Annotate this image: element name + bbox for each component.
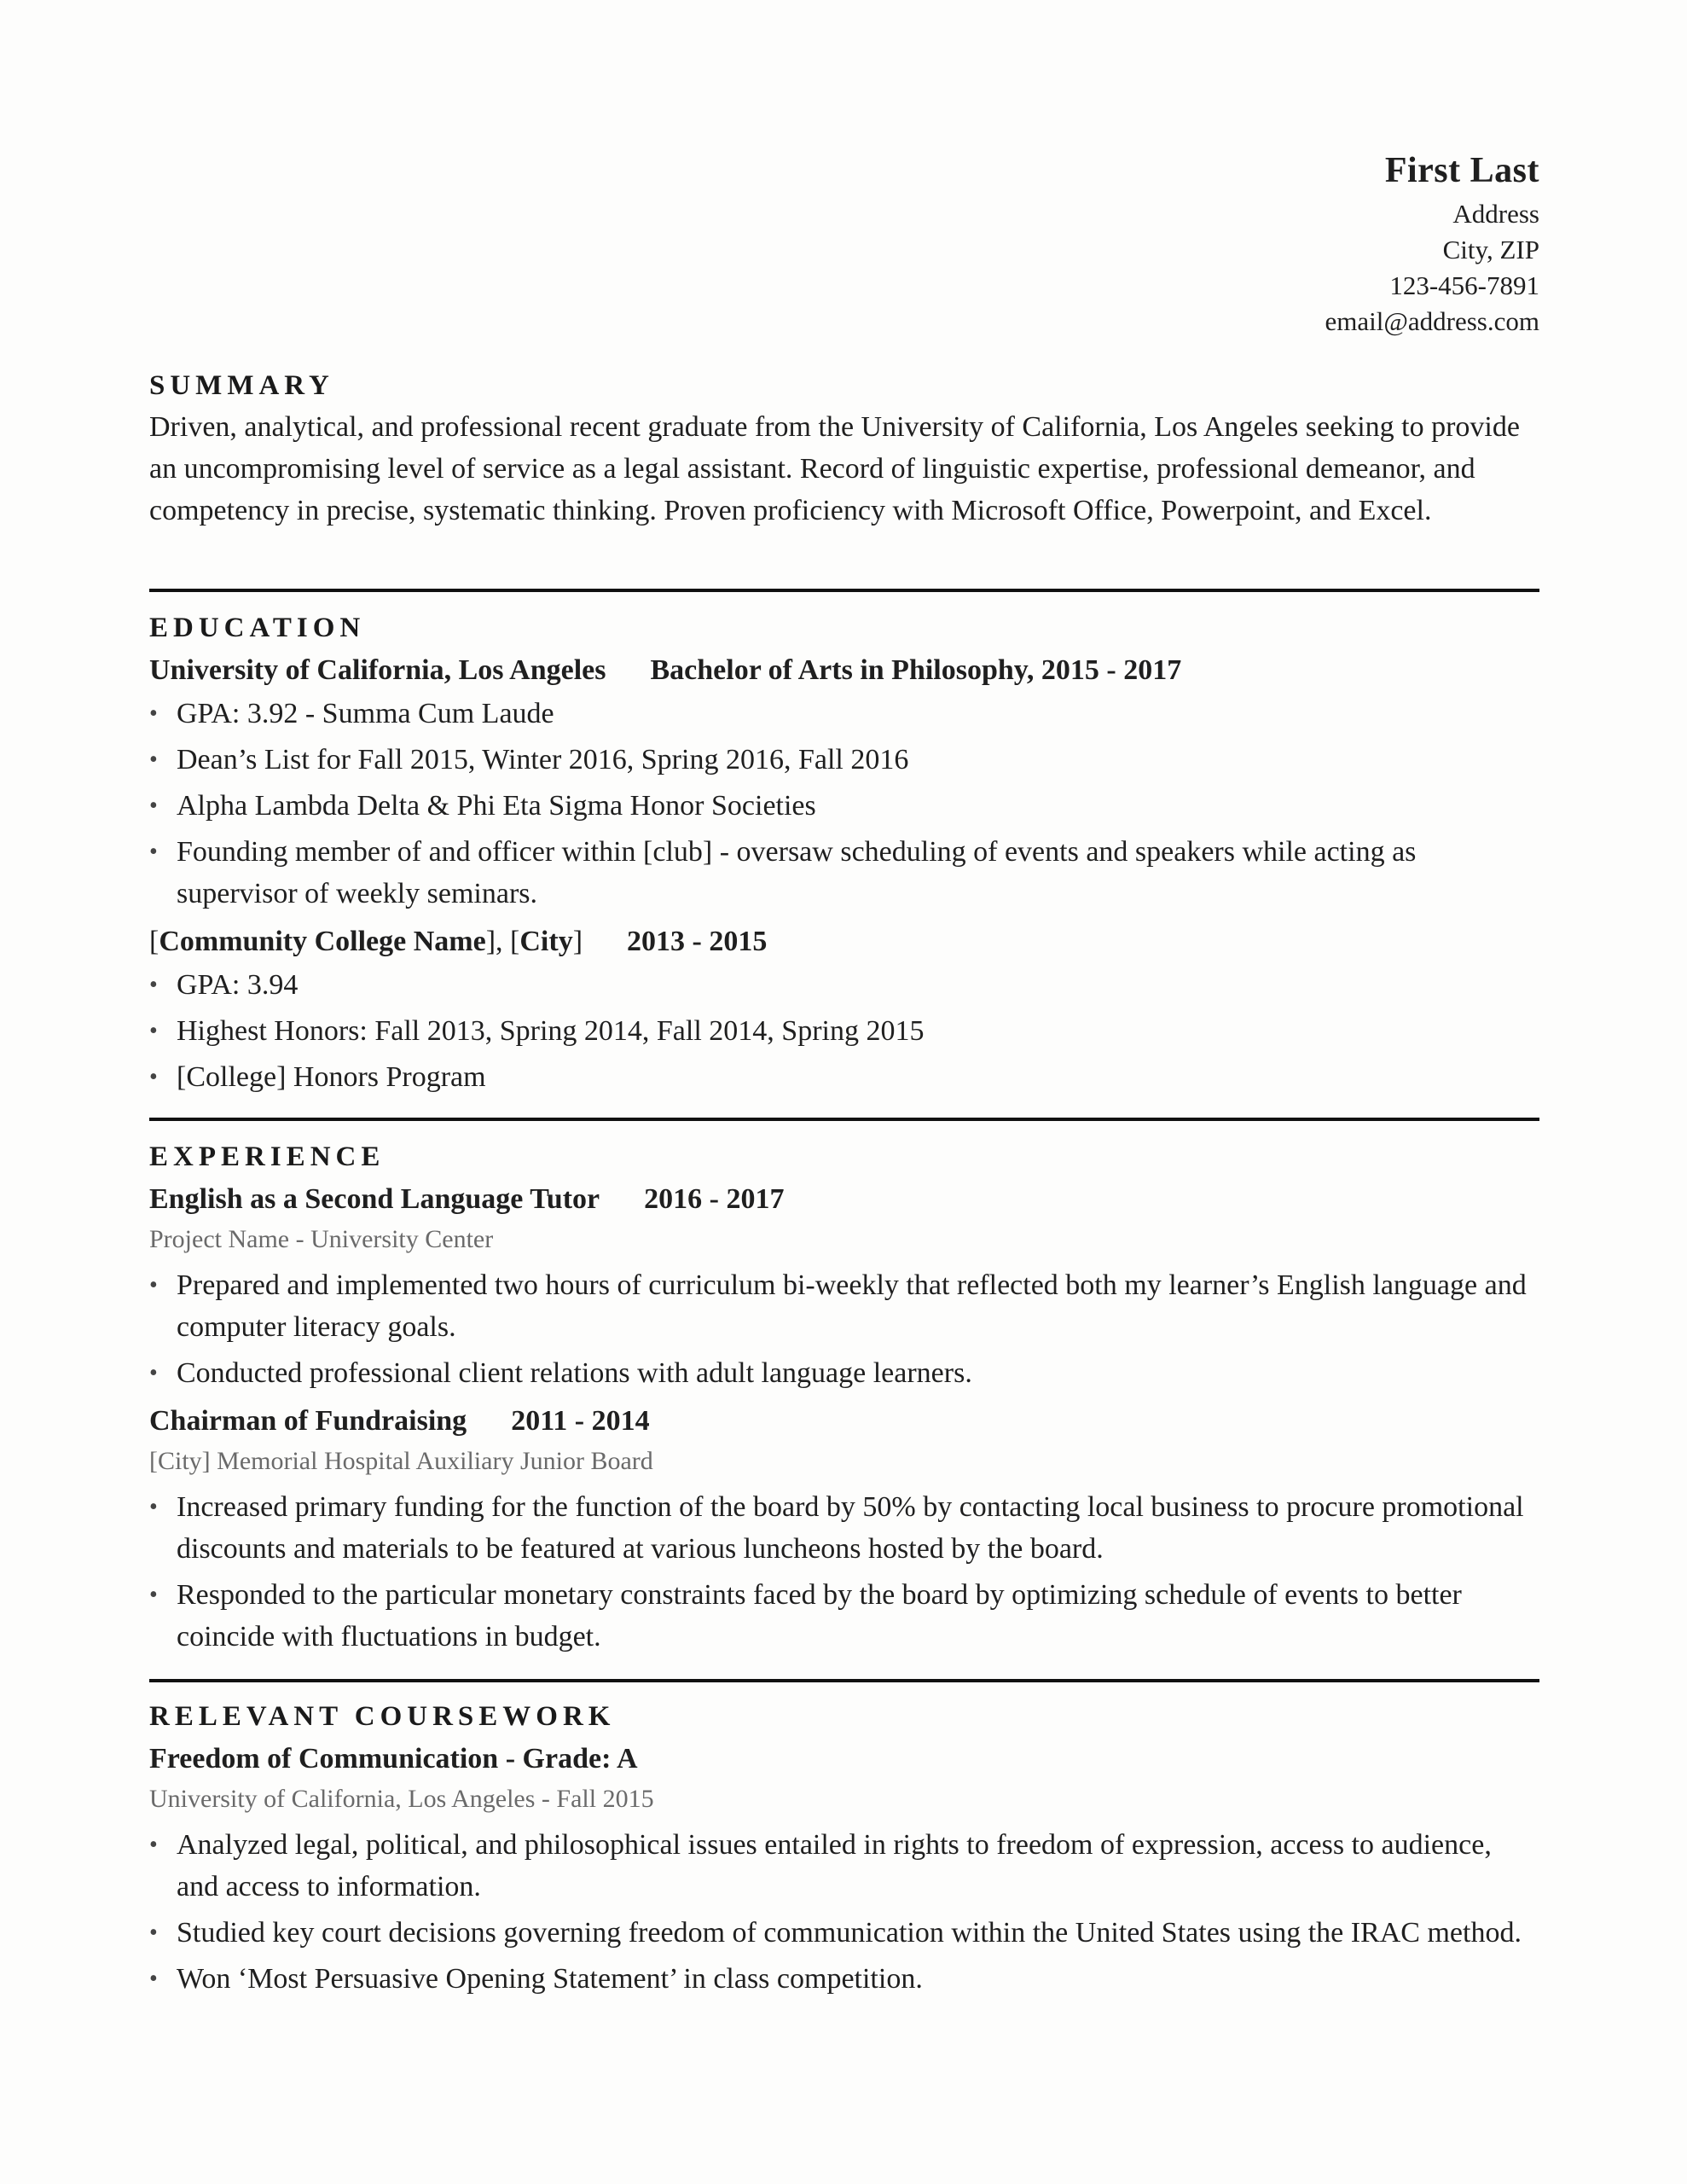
- job-heading: [149, 1399, 1539, 1443]
- section-divider: [149, 1118, 1539, 1121]
- job-dates: 2011 - 2014: [511, 1405, 650, 1437]
- list-item: • Won ‘Most Persuasive Opening Statement’ in class competition.: [149, 1958, 1539, 2000]
- list-item: • Prepared and implemented two hours of curriculum bi-weekly that reflected both my learner’s English language and computer literacy goals.: [149, 1264, 1539, 1348]
- degree-detail: Bachelor of Arts in Philosophy, 2015 - 2017: [650, 654, 1182, 686]
- experience-section: [149, 1136, 1539, 1662]
- list-item: • Studied key court decisions governing freedom of communication within the United States using the IRAC method.: [149, 1912, 1539, 1954]
- bullet-icon: •: [149, 1832, 158, 1858]
- bullet-icon: •: [149, 1920, 158, 1946]
- contact-email: email@address.com: [1325, 306, 1539, 336]
- contact-address: Address: [1452, 199, 1539, 229]
- bullet-icon: •: [149, 746, 158, 773]
- contact-city: City, ZIP: [1442, 235, 1539, 264]
- school-bullets: [149, 964, 1539, 1098]
- school-name: University of California, Los Angeles: [149, 654, 606, 686]
- list-item: • Dean’s List for Fall 2015, Winter 2016, Spring 2016, Fall 2016: [149, 739, 1539, 781]
- job-role: Chairman of Fundraising: [149, 1405, 467, 1437]
- bullet-icon: •: [149, 1494, 158, 1520]
- summary-section: [149, 365, 1539, 531]
- contact-phone: 123-456-7891: [1389, 270, 1539, 300]
- bullet-icon: •: [149, 972, 158, 998]
- education-section: [149, 607, 1539, 1102]
- summary-text: Driven, analytical, and professional recent graduate from the University of California, Los Angeles seeking to provide an uncompromising level of service as a legal assistant. Record of linguistic expertise, professional demeanor, and competency in precise, systematic thinking. Proven proficiency with Microsoft Office, Powerpoint, and Excel.: [149, 411, 1520, 526]
- bullet-icon: •: [149, 1966, 158, 1992]
- bullet-icon: •: [149, 1272, 158, 1298]
- section-divider: [149, 1679, 1539, 1682]
- list-item: • Responded to the particular monetary constraints faced by the board by optimizing schedule of events to better coincide with fluctuations in budget.: [149, 1574, 1539, 1658]
- coursework-heading: RELEVANT COURSEWORK: [149, 1701, 616, 1732]
- bullet-icon: •: [149, 1582, 158, 1608]
- school-heading: [Community College Name], [City] 2013 - 2015: [149, 926, 768, 957]
- list-item: • Conducted professional client relations with adult language learners.: [149, 1352, 1539, 1394]
- course-organization: University of California, Los Angeles - Fall 2015: [149, 1785, 654, 1813]
- list-item: • Founding member of and officer within [club] - oversaw scheduling of events and speakers while acting as supervisor of weekly seminars.: [149, 831, 1539, 915]
- summary-heading: SUMMARY: [149, 370, 334, 401]
- course-heading: Freedom of Communication - Grade: A: [149, 1743, 638, 1774]
- job-organization: Project Name - University Center: [149, 1225, 494, 1253]
- list-item: • [College] Honors Program: [149, 1056, 1539, 1098]
- school-city: City: [519, 926, 573, 957]
- list-item: • Highest Honors: Fall 2013, Spring 2014, Fall 2014, Spring 2015: [149, 1010, 1539, 1052]
- list-item: • Increased primary funding for the function of the board by 50% by contacting local business to procure promotional discounts and materials to be featured at various luncheons hosted by the board.: [149, 1486, 1539, 1570]
- list-item: • GPA: 3.94: [149, 964, 1539, 1006]
- school-name: Community College Name: [159, 926, 486, 957]
- bullet-icon: •: [149, 1018, 158, 1044]
- bullet-icon: •: [149, 1064, 158, 1090]
- school-heading: [149, 648, 1539, 693]
- school-dates: 2013 - 2015: [627, 926, 768, 957]
- bullet-icon: •: [149, 793, 158, 819]
- bullet-icon: •: [149, 1360, 158, 1386]
- section-divider: [149, 589, 1539, 592]
- job-dates: 2016 - 2017: [644, 1183, 785, 1215]
- education-heading: EDUCATION: [149, 613, 366, 643]
- list-item: • Alpha Lambda Delta & Phi Eta Sigma Honor Societies: [149, 785, 1539, 827]
- bullet-icon: •: [149, 700, 158, 727]
- coursework-section: [149, 1696, 1539, 2004]
- job-organization: [City] Memorial Hospital Auxiliary Junior Board: [149, 1447, 653, 1475]
- job-heading: [149, 1177, 1539, 1222]
- school-bullets: [149, 693, 1539, 915]
- contact-block: [1325, 145, 1540, 340]
- job-bullets: [149, 1264, 1539, 1394]
- experience-heading: EXPERIENCE: [149, 1141, 386, 1172]
- job-role: English as a Second Language Tutor: [149, 1183, 600, 1215]
- bullet-icon: •: [149, 839, 158, 865]
- candidate-name: First Last: [1384, 151, 1539, 190]
- job-bullets: [149, 1486, 1539, 1658]
- course-bullets: [149, 1824, 1539, 2000]
- list-item: • Analyzed legal, political, and philosophical issues entailed in rights to freedom of expression, access to audience, and access to information.: [149, 1824, 1539, 1908]
- list-item: • GPA: 3.92 - Summa Cum Laude: [149, 693, 1539, 735]
